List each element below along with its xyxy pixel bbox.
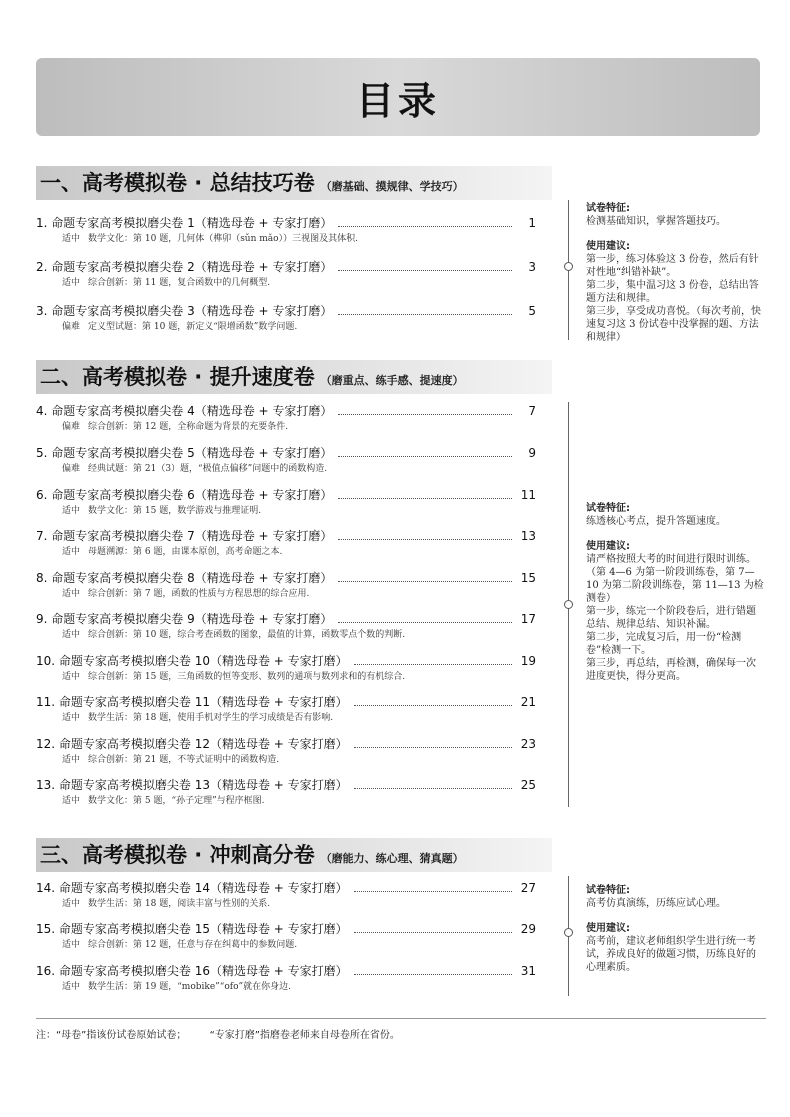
sidebar-note-2 xyxy=(586,502,764,683)
feature-text: 练透核心考点，提升答题速度。 xyxy=(586,516,726,527)
entry-title[interactable]: 5. 命题专家高考模拟磨尖卷 5（精选母卷 + 专家打磨） xyxy=(36,446,333,460)
leader-dots xyxy=(338,304,512,315)
entry-desc: 数学生活：第 18 题，阅读丰富与性别的关系. xyxy=(88,899,271,909)
entry-title[interactable]: 14. 命题专家高考模拟磨尖卷 14（精选母卷 + 专家打磨） xyxy=(36,881,348,895)
entry-desc: 综合创新：第 7 题，函数的性质与方程思想的综合应用. xyxy=(88,589,310,599)
toc-entry-4[interactable] xyxy=(36,402,536,434)
toc-entry-15[interactable] xyxy=(36,920,536,952)
toc-entry-8[interactable] xyxy=(36,569,536,601)
section-subtitle: （磨重点、练手感、提速度） xyxy=(320,374,464,387)
entry-title[interactable]: 1. 命题专家高考模拟磨尖卷 1（精选母卷 + 专家打磨） xyxy=(36,216,333,230)
toc-entry-9[interactable] xyxy=(36,610,536,642)
entry-title[interactable]: 7. 命题专家高考模拟磨尖卷 7（精选母卷 + 专家打磨） xyxy=(36,529,333,543)
entry-desc: 数学生活：第 18 题，使用手机对学生的学习成绩是否有影响. xyxy=(88,713,334,723)
advice-label: 使用建议: xyxy=(586,541,630,552)
advice-line: （第 4—6 为第一阶段训练卷，第 7—10 为第二阶段训练卷，第 11—13 为检测卷） xyxy=(586,567,764,604)
entry-page: 15 xyxy=(520,571,536,585)
entry-title[interactable]: 4. 命题专家高考模拟磨尖卷 4（精选母卷 + 专家打磨） xyxy=(36,404,333,418)
feature-label: 试卷特征: xyxy=(586,203,630,214)
footnote-expert: “专家打磨”指磨卷老师来自母卷所在省份。 xyxy=(209,1030,400,1041)
advice-line: 高考前，建议老师组织学生进行统一考试，养成良好的做题习惯，历练良好的心理素质。 xyxy=(586,936,756,973)
feature-text: 高考仿真演练，历练应试心理。 xyxy=(586,898,726,909)
difficulty-level: 适中 xyxy=(62,982,81,992)
entry-title[interactable]: 9. 命题专家高考模拟磨尖卷 9（精选母卷 + 专家打磨） xyxy=(36,612,333,626)
footer-divider xyxy=(36,1018,766,1019)
difficulty-level: 适中 xyxy=(62,278,81,288)
entry-desc: 综合创新：第 11 题，复合函数中的几何概型. xyxy=(88,278,271,288)
toc-entry-5[interactable] xyxy=(36,444,536,476)
difficulty-level: 适中 xyxy=(62,234,81,244)
entry-title[interactable]: 8. 命题专家高考模拟磨尖卷 8（精选母卷 + 专家打磨） xyxy=(36,571,333,585)
section-subtitle: （磨能力、练心理、猜真题） xyxy=(320,852,464,865)
entry-title[interactable]: 15. 命题专家高考模拟磨尖卷 15（精选母卷 + 专家打磨） xyxy=(36,922,348,936)
feature-label: 试卷特征: xyxy=(586,503,630,514)
entry-page: 17 xyxy=(520,612,536,626)
toc-entry-7[interactable] xyxy=(36,527,536,559)
difficulty-level: 适中 xyxy=(62,506,81,516)
entry-page: 1 xyxy=(528,216,536,230)
advice-label: 使用建议: xyxy=(586,923,630,934)
entry-page: 23 xyxy=(520,737,536,751)
difficulty-level: 适中 xyxy=(62,899,81,909)
entry-page: 3 xyxy=(528,260,536,274)
page-title: 目录 xyxy=(355,78,440,123)
entry-title[interactable]: 16. 命题专家高考模拟磨尖卷 16（精选母卷 + 专家打磨） xyxy=(36,964,348,978)
section-subtitle: （磨基础、摸规律、学技巧） xyxy=(320,180,464,193)
page-title-bar xyxy=(36,58,760,136)
toc-entry-6[interactable] xyxy=(36,486,536,518)
entry-desc: 定义型试题：第 10 题，新定义“限增函数”数学问题. xyxy=(88,322,298,332)
advice-line: 请严格按照大考的时间进行限时训练。 xyxy=(586,554,756,565)
toc-entry-12[interactable] xyxy=(36,735,536,767)
leader-dots xyxy=(354,922,512,933)
feature-label: 试卷特征: xyxy=(586,885,630,896)
entry-desc: 数学生活：第 19 题，“mobike”“ofo”就在你身边. xyxy=(88,982,291,992)
leader-dots xyxy=(354,737,512,748)
entry-page: 9 xyxy=(528,446,536,460)
entry-page: 13 xyxy=(520,529,536,543)
entry-title[interactable]: 12. 命题专家高考模拟磨尖卷 12（精选母卷 + 专家打磨） xyxy=(36,737,348,751)
entry-desc: 综合创新：第 21 题，不等式证明中的函数构造. xyxy=(88,755,280,765)
entry-title[interactable]: 10. 命题专家高考模拟磨尖卷 10（精选母卷 + 专家打磨） xyxy=(36,654,348,668)
entry-title[interactable]: 11. 命题专家高考模拟磨尖卷 11（精选母卷 + 专家打磨） xyxy=(36,695,348,709)
toc-entry-16[interactable] xyxy=(36,962,536,994)
entry-page: 21 xyxy=(520,695,536,709)
toc-entry-13[interactable] xyxy=(36,776,536,808)
section-title: 三、高考模拟卷 · 冲刺高分卷 xyxy=(40,843,315,867)
toc-entry-3[interactable] xyxy=(36,302,536,334)
footnote-mother-paper: 注：“母卷”指该份试卷原始试卷； xyxy=(36,1030,187,1041)
difficulty-level: 偏难 xyxy=(62,422,81,432)
leader-dots xyxy=(354,778,512,789)
entry-page: 19 xyxy=(520,654,536,668)
advice-line: 第二步，完成复习后，用一份“检测卷”检测一下。 xyxy=(586,632,742,656)
difficulty-level: 适中 xyxy=(62,630,81,640)
leader-dots xyxy=(338,488,512,499)
entry-page: 5 xyxy=(528,304,536,318)
leader-dots xyxy=(354,881,512,892)
leader-dots xyxy=(338,260,512,271)
entry-desc: 综合创新：第 15 题，三角函数的恒等变形、数列的通项与数列求和的有机综合. xyxy=(88,672,406,682)
entry-title[interactable]: 3. 命题专家高考模拟磨尖卷 3（精选母卷 + 专家打磨） xyxy=(36,304,333,318)
entry-page: 31 xyxy=(520,964,536,978)
footnote xyxy=(36,1026,420,1041)
entry-page: 11 xyxy=(520,488,536,502)
entry-page: 7 xyxy=(528,404,536,418)
entry-desc: 数学文化：第 10 题，几何体（榫卯（sǔn mǎo））三视图及其体积. xyxy=(88,234,358,244)
entry-desc: 综合创新：第 12 题，全称命题为背景的充要条件. xyxy=(88,422,289,432)
advice-line: 第一步，练完一个阶段卷后，进行错题总结、规律总结、知识补漏。 xyxy=(586,606,756,630)
divider-knob xyxy=(564,262,573,271)
toc-entry-14[interactable] xyxy=(36,879,536,911)
entry-desc: 综合创新：第 10 题，综合考查函数的图象，最值的计算，函数零点个数的判断. xyxy=(88,630,406,640)
leader-dots xyxy=(338,571,512,582)
toc-entry-2[interactable] xyxy=(36,258,536,290)
entry-desc: 经典试题：第 21（3）题，“极值点偏移”问题中的函数构造. xyxy=(88,464,328,474)
leader-dots xyxy=(354,695,512,706)
difficulty-level: 偏难 xyxy=(62,322,81,332)
difficulty-level: 适中 xyxy=(62,589,81,599)
difficulty-level: 适中 xyxy=(62,547,81,557)
entry-desc: 综合创新：第 12 题，任意与存在纠葛中的参数问题. xyxy=(88,940,298,950)
advice-line: 第二步，集中温习这 3 份卷，总结出答题方法和规律。 xyxy=(586,280,759,304)
difficulty-level: 适中 xyxy=(62,755,81,765)
toc-entry-11[interactable] xyxy=(36,693,536,725)
difficulty-level: 适中 xyxy=(62,672,81,682)
entry-title[interactable]: 13. 命题专家高考模拟磨尖卷 13（精选母卷 + 专家打磨） xyxy=(36,778,348,792)
sidebar-note-1 xyxy=(586,202,764,344)
advice-line: 第一步，练习体验这 3 份卷，然后有针对性地“纠错补缺”。 xyxy=(586,254,759,278)
toc-entry-1[interactable] xyxy=(36,214,536,246)
entry-desc: 母题溯源：第 6 题，由课本原创，高考命题之本. xyxy=(88,547,283,557)
section-header-1 xyxy=(36,166,552,200)
leader-dots xyxy=(338,612,512,623)
toc-entry-10[interactable] xyxy=(36,652,536,684)
section-title: 一、高考模拟卷 · 总结技巧卷 xyxy=(40,171,315,195)
leader-dots xyxy=(338,216,512,227)
entry-page: 25 xyxy=(520,778,536,792)
advice-line: 第三步，享受成功喜悦。（每次考前，快速复习这 3 份试卷中没掌握的题、方法和规律） xyxy=(586,306,761,343)
entry-page: 29 xyxy=(520,922,536,936)
entry-title[interactable]: 2. 命题专家高考模拟磨尖卷 2（精选母卷 + 专家打磨） xyxy=(36,260,333,274)
leader-dots xyxy=(338,529,512,540)
leader-dots xyxy=(338,446,512,457)
divider-knob xyxy=(564,600,573,609)
leader-dots xyxy=(354,654,512,665)
entry-desc: 数学文化：第 5 题，“孙子定理”与程序框图. xyxy=(88,796,265,806)
entry-desc: 数学文化：第 15 题，数学游戏与推理证明. xyxy=(88,506,262,516)
entry-page: 27 xyxy=(520,881,536,895)
advice-label: 使用建议: xyxy=(586,241,630,252)
entry-title[interactable]: 6. 命题专家高考模拟磨尖卷 6（精选母卷 + 专家打磨） xyxy=(36,488,333,502)
advice-line: 第三步，再总结，再检测，确保每一次进度更快，得分更高。 xyxy=(586,658,756,682)
difficulty-level: 偏难 xyxy=(62,464,81,474)
section-title: 二、高考模拟卷 · 提升速度卷 xyxy=(40,365,315,389)
sidebar-note-3 xyxy=(586,884,764,974)
difficulty-level: 适中 xyxy=(62,713,81,723)
feature-text: 检测基础知识，掌握答题技巧。 xyxy=(586,216,726,227)
section-header-3 xyxy=(36,838,552,872)
divider-knob xyxy=(564,928,573,937)
section-header-2 xyxy=(36,360,552,394)
difficulty-level: 适中 xyxy=(62,940,81,950)
difficulty-level: 适中 xyxy=(62,796,81,806)
leader-dots xyxy=(338,404,512,415)
leader-dots xyxy=(354,964,512,975)
